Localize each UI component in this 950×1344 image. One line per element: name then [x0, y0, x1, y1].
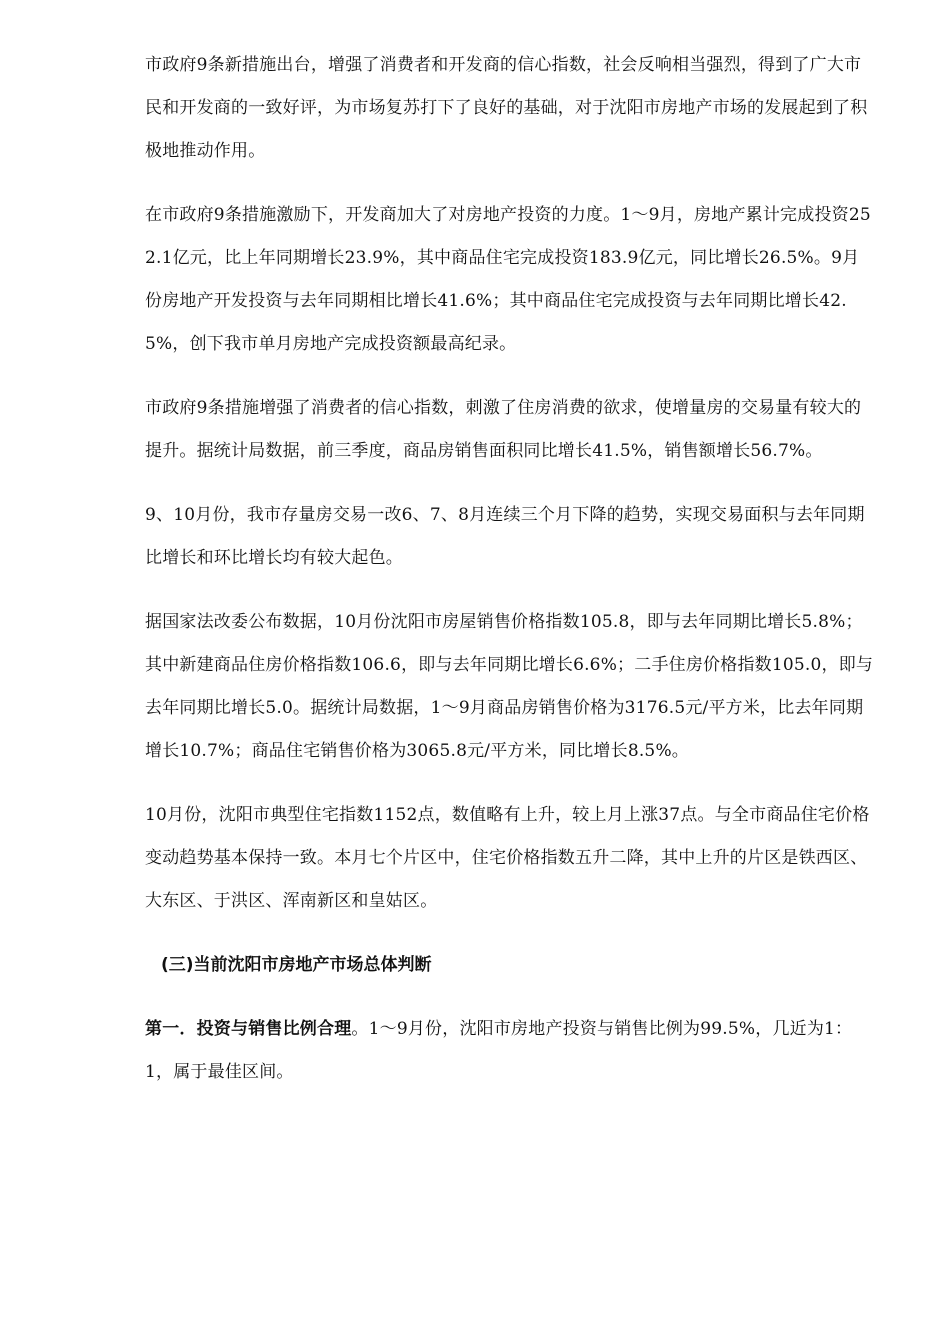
section-heading: (三)当前沈阳市房地产市场总体判断 [161, 955, 432, 975]
paragraph-body: 。1～9月份，沈阳市房地产投资与销售比例为99.5%，几近为1：1，属于最佳区间。 [145, 1019, 853, 1082]
paragraph-price-index: 据国家法改委公布数据，10月份沈阳市房屋销售价格指数105.8，即与去年同期比增长5.8%；其中新建商品住房价格指数106.6，即与去年同期比增长6.6%；二手住房价格指数105.0，即与去年同期比增长5.0。据统计局数据，1～9月商品房销售价格为3176.5元/平方米，比去年同期增长10.7%；商品住宅销售价格为3065.8元/平方米，同比增长8.5%。 [145, 612, 874, 761]
paragraph-typical-housing-index: 10月份，沈阳市典型住宅指数1152点，数值略有上升，较上月上涨37点。与全市商品住宅价格变动趋势基本保持一致。本月七个片区中，住宅价格指数五升二降，其中上升的片区是铁西区、大东区、于洪区、浑南新区和皇姑区。 [145, 805, 870, 911]
paragraph-policy-impact: 市政府9条新措施出台，增强了消费者和开发商的信心指数，社会反响相当强烈，得到了广大市民和开发商的一致好评，为市场复苏打下了良好的基础，对于沈阳市房地产市场的发展起到了积极地推动作用。 [145, 55, 868, 161]
paragraph-consumer-confidence: 市政府9条措施增强了消费者的信心指数，刺激了住房消费的欲求，使增量房的交易量有较大的提升。据统计局数据，前三季度，商品房销售面积同比增长41.5%，销售额增长56.7%。 [145, 398, 862, 461]
document-page [145, 44, 875, 1115]
paragraph-existing-housing: 9、10月份，我市存量房交易一改6、7、8月连续三个月下降的趋势，实现交易面积与去年同期比增长和环比增长均有较大起色。 [145, 505, 865, 568]
paragraph-lead: 第一．投资与销售比例合理 [145, 1019, 352, 1039]
paragraph-investment-sales-ratio [145, 1008, 875, 1094]
paragraph-investment: 在市政府9条措施激励下，开发商加大了对房地产投资的力度。1～9月，房地产累计完成投资252.1亿元，比上年同期增长23.9%，其中商品住宅完成投资183.9亿元，同比增长26.5%。9月份房地产开发投资与去年同期相比增长41.6%；其中商品住宅完成投资与去年同期比增长42.5%，创下我市单月房地产完成投资额最高纪录。 [145, 205, 871, 354]
